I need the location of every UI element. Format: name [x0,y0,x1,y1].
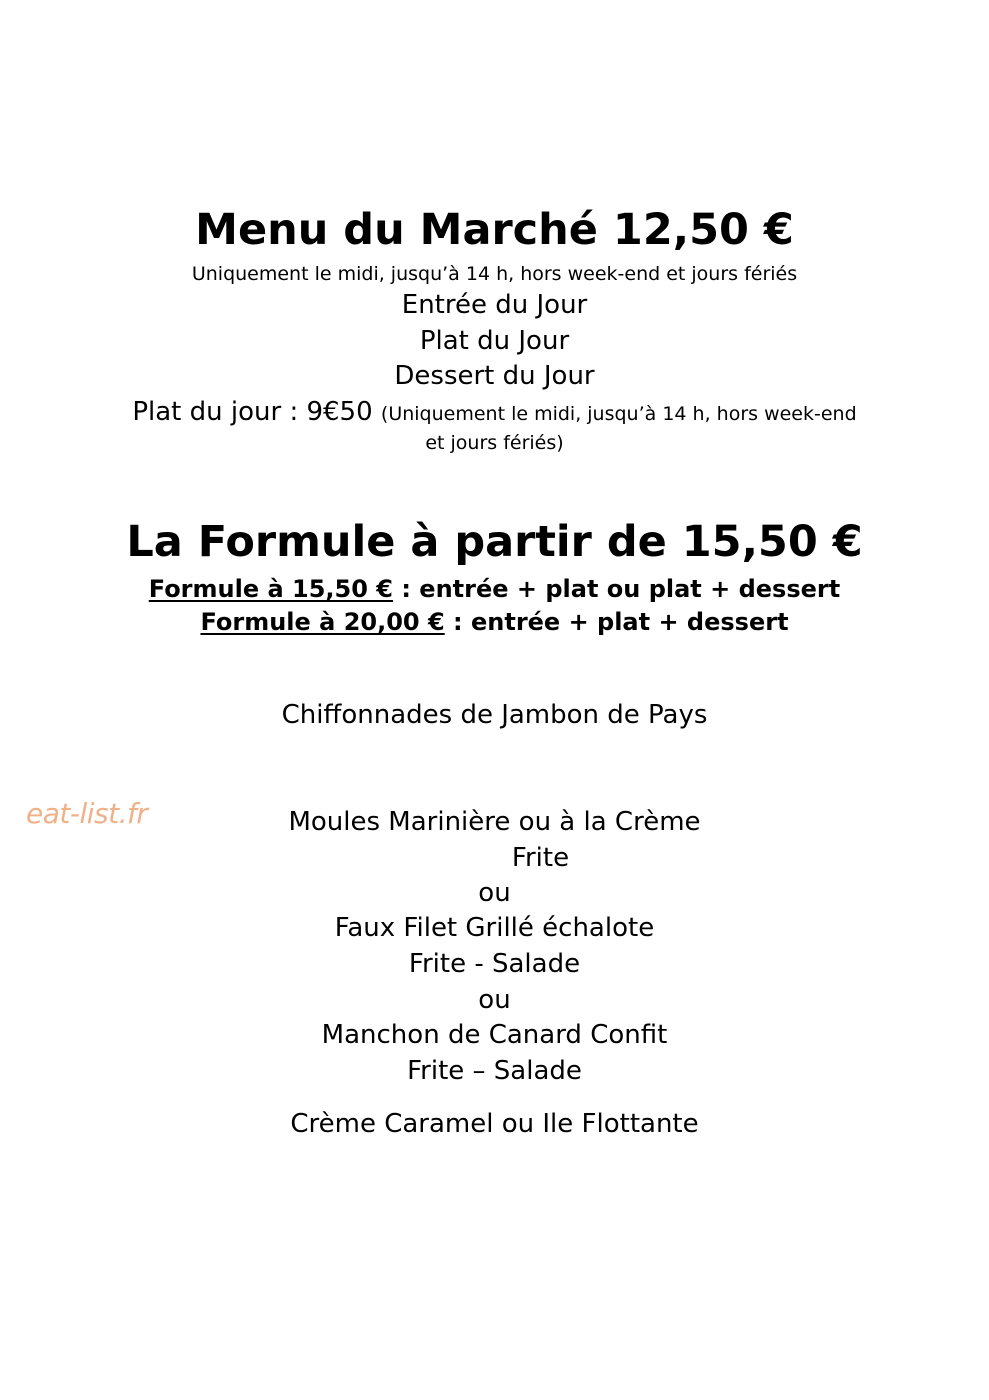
formule-option-2-desc: : entrée + plat + dessert [444,608,789,636]
carte-plat-faux-filet-side: Frite - Salade [408,949,581,979]
carte-plat-faux-filet: Faux Filet Grillé échalote [334,913,655,943]
carte-plat-moules-side: Frite [511,843,570,873]
formule-option-2-label: Formule à 20,00 € [200,608,445,636]
carte-entree: Chiffonnades de Jambon de Pays [281,700,708,730]
formule-title: La Formule à partir de 15,50 € [126,517,863,567]
plat-du-jour-note-continued: et jours fériés) [425,432,564,454]
carte-separator-ou-1: ou [478,878,511,908]
watermark-logo: eat-list.fr [26,797,148,830]
menu-marche-item-entree: Entrée du Jour [401,290,588,320]
carte-plat-canard: Manchon de Canard Confit [321,1020,668,1050]
formule-option-2 [0,610,989,634]
plat-du-jour-line [0,399,989,425]
plat-du-jour-label: Plat du jour : 9€50 [132,397,373,427]
carte-plat-moules: Moules Marinière ou à la Crème [288,807,701,837]
menu-marche-title: Menu du Marché 12,50 € [195,205,794,255]
menu-marche-note: Uniquement le midi, jusqu’à 14 h, hors week-end et jours fériés [191,263,798,285]
carte-dessert: Crème Caramel ou Ile Flottante [290,1109,699,1139]
menu-marche-item-dessert: Dessert du Jour [394,361,595,391]
menu-marche-item-plat: Plat du Jour [419,326,570,356]
carte-plat-canard-side: Frite – Salade [407,1056,582,1086]
carte-separator-ou-2: ou [478,985,511,1015]
plat-du-jour-note: (Uniquement le midi, jusqu’à 14 h, hors week-end [380,403,857,425]
formule-option-1-label: Formule à 15,50 € [148,575,393,603]
formule-option-1-desc: : entrée + plat ou plat + dessert [392,575,841,603]
formule-option-1 [0,577,989,601]
